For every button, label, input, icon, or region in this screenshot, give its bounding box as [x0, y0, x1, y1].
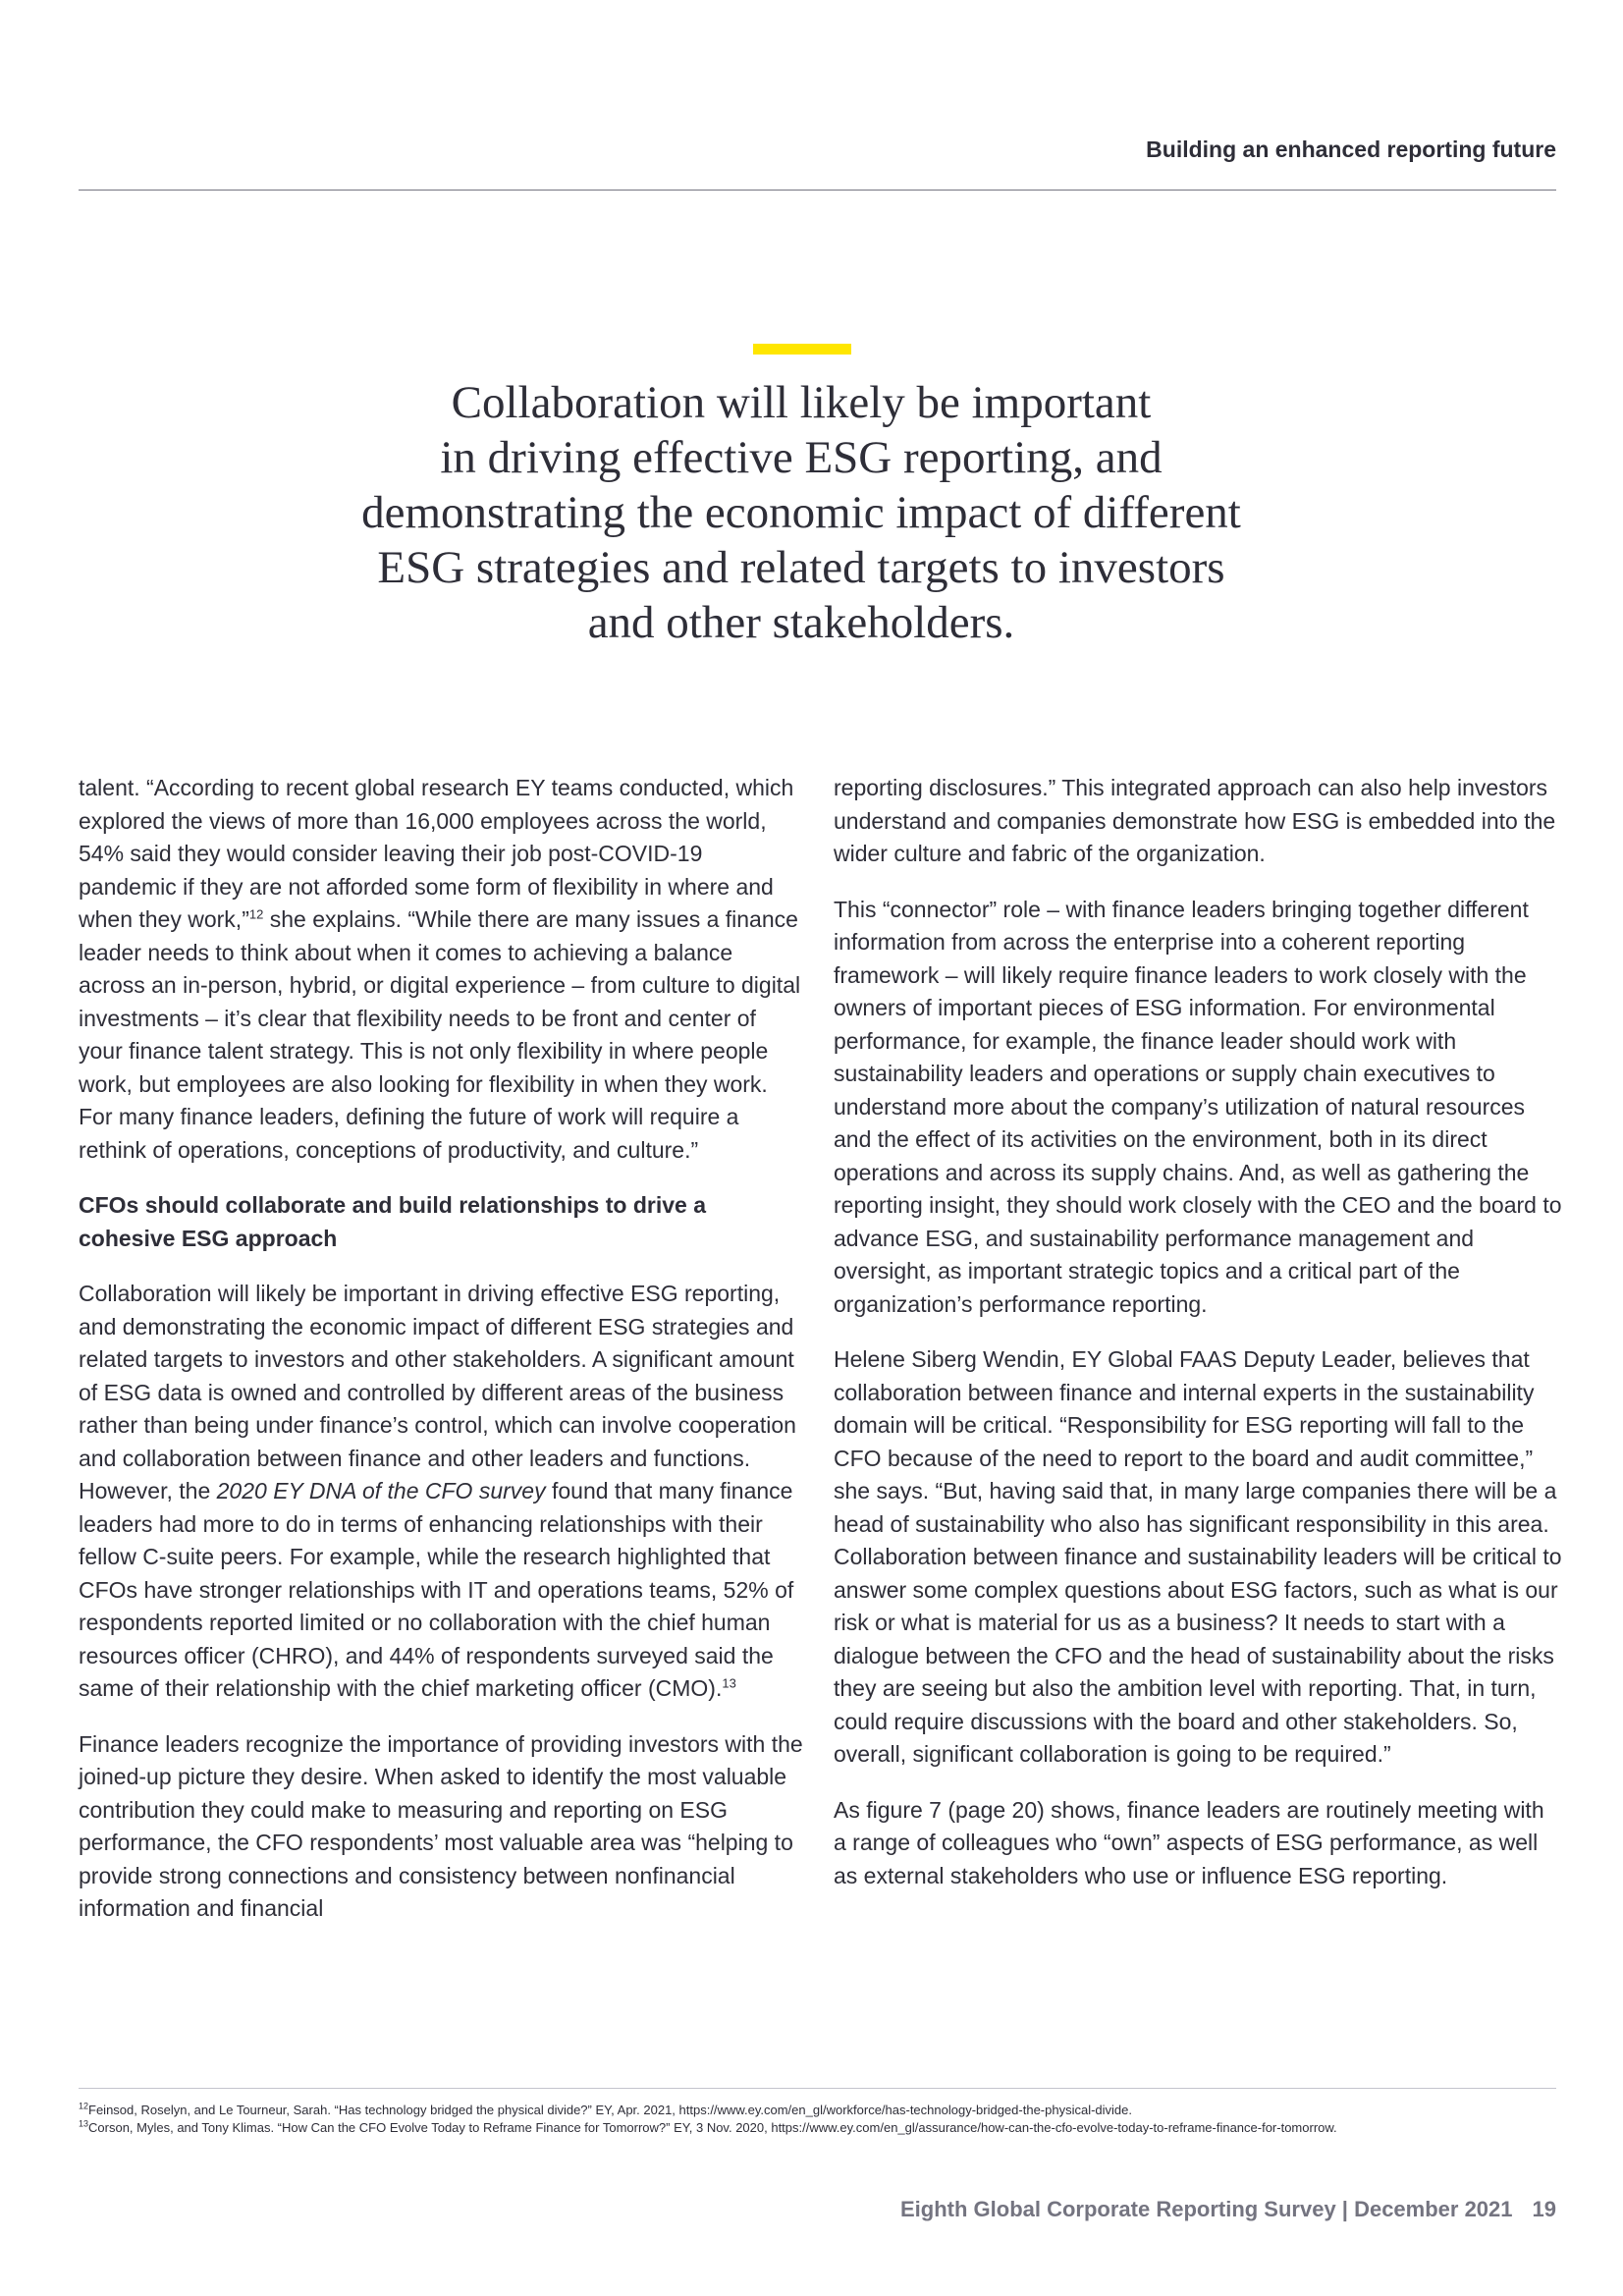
- header-divider: [79, 190, 1556, 191]
- footnote-item: [79, 2102, 1561, 2119]
- footnote-ref[interactable]: 13: [722, 1675, 736, 1691]
- body-paragraph: As figure 7 (page 20) shows, finance leaders are routinely meeting with a range of colleagues who “own” aspects of ESG performance, as well as external stakeholders who use or influence ESG reporting.: [834, 1796, 1544, 1888]
- footnotes: [79, 2102, 1561, 2136]
- survey-title: 2020 EY DNA of the CFO survey: [216, 1478, 546, 1503]
- body-paragraph: Helene Siberg Wendin, EY Global FAAS Deputy Leader, believes that collaboration between finance and internal experts in the sustainability domain will be critical. “Responsibility for ESG reporting will fall to the CFO because of the need to report to the board and audit committee,” she says. “But, having said that, in many large companies there will be a head of sustainability who also has significant responsibility in this area. Collaboration between finance and sustainability leaders will be critical to answer some complex questions about ESG factors, such as what is our risk or what is material for us as a business? It needs to start with a dialogue between the CFO and the head of sustainability about the risks they are seeing but also the ambition level with reporting. That, in turn, could require discussions with the board and other stakeholders. So, overall, significant collaboration is going to be required.”: [834, 1346, 1562, 1767]
- pull-quote-line: ESG strategies and related targets to investors: [377, 542, 1225, 593]
- body-paragraph: Collaboration will likely be important in driving effective ESG reporting, and demonstrating the economic impact of different ESG strategies and related targets to investors and other stakeholders. A significant amount of ESG data is owned and controlled by different areas of the business rather than being under finance’s control, which can involve cooperation and collaboration between finance and other leaders and functions. However, the 2020 EY DNA of the CFO survey found that many finance leaders had more to do in terms of enhancing relationships with their fellow C-suite peers. For example, while the research highlighted that CFOs have stronger relationships with IT and operations teams, 52% of respondents reported limited or no collaboration with the chief human resources officer (CHRO), and 44% of respondents surveyed said the same of their relationship with the chief marketing officer (CMO).$^{13}$: [79, 1281, 796, 1701]
- accent-bar: [753, 344, 851, 355]
- right-column: [834, 772, 1562, 1915]
- footnote-text[interactable]: Feinsod, Roselyn, and Le Tourneur, Sarah. “Has technology bridged the physical divide?” EY, Apr. 2021, https://www.ey.com/en_gl/workforce/has-technology-bridged-the-physical-divide.: [88, 2103, 1133, 2117]
- page-number: 19: [1532, 2197, 1556, 2221]
- pull-quote-line: demonstrating the economic impact of different: [361, 487, 1241, 538]
- footnote-item: [79, 2119, 1561, 2137]
- footnote-number: 12: [79, 2101, 89, 2111]
- page-footer: [900, 2197, 1556, 2222]
- left-column: [79, 772, 805, 1948]
- pull-quote-line: and other stakeholders.: [587, 597, 1015, 648]
- section-heading: CFOs should collaborate and build relationships to drive a cohesive ESG approach: [79, 1192, 706, 1251]
- footer-title: Eighth Global Corporate Reporting Survey | December 2021: [899, 2197, 1513, 2221]
- body-paragraph: talent. “According to recent global research EY teams conducted, which explored the views of more than 16,000 employees across the world, 54% said they would consider leaving their job post-COVID-19 pandemic if they are not afforded some form of flexibility in where and when they work,”$^{12}$ she explains. “While there are many issues a finance leader needs to think about when it comes to achieving a balance across an in-person, hybrid, or digital experience – from culture to digital investments – it’s clear that flexibility needs to be front and center of your finance talent strategy. This is not only flexibility in where people work, but employees are also looking for flexibility in when they work. For many finance leaders, defining the future of work will require a rethink of operations, conceptions of productivity, and culture.”: [79, 775, 801, 1163]
- body-paragraph: This “connector” role – with finance leaders bringing together different information from across the enterprise into a coherent reporting framework – will likely require finance leaders to work closely with the owners of important pieces of ESG information. For environmental performance, for example, the finance leader should work with sustainability leaders and operations or supply chain executives to understand more about the company’s utilization of natural resources and the effect of its activities on the environment, both in its direct operations and across its supply chains. And, as well as gathering the reporting insight, they should work closely with the CEO and the board to advance ESG, and sustainability performance management and oversight, as important strategic topics and a critical part of the organization’s performance reporting.: [834, 896, 1562, 1317]
- pull-quote-line: in driving effective ESG reporting, and: [440, 432, 1163, 483]
- pull-quote-line: Collaboration will likely be important: [451, 377, 1152, 428]
- footnote-text[interactable]: Corson, Myles, and Tony Klimas. “How Can the CFO Evolve Today to Reframe Finance for Tomorrow?” EY, 3 Nov. 2020, https://www.ey.com/en_gl/assurance/how-can-the-cfo-evolve-today-to-reframe-finance-for-tomorrow.: [88, 2119, 1337, 2135]
- body-paragraph: Finance leaders recognize the importance of providing investors with the joined-up picture they desire. When asked to identify the most valuable contribution they could make to measuring and reporting on ESG performance, the CFO respondents’ most valuable area was “helping to provide strong connections and consistency between nonfinancial information and financial: [79, 1730, 803, 1921]
- pull-quote: [222, 375, 1380, 650]
- footnote-ref[interactable]: 12: [248, 906, 264, 922]
- footnote-divider: [79, 2088, 1556, 2089]
- body-paragraph: reporting disclosures.” This integrated approach can also help investors understand and companies demonstrate how ESG is embedded into the wider culture and fabric of the organization.: [834, 775, 1556, 866]
- footnote-number: 13: [79, 2118, 89, 2129]
- page-header-title: Building an enhanced reporting future: [1146, 137, 1556, 162]
